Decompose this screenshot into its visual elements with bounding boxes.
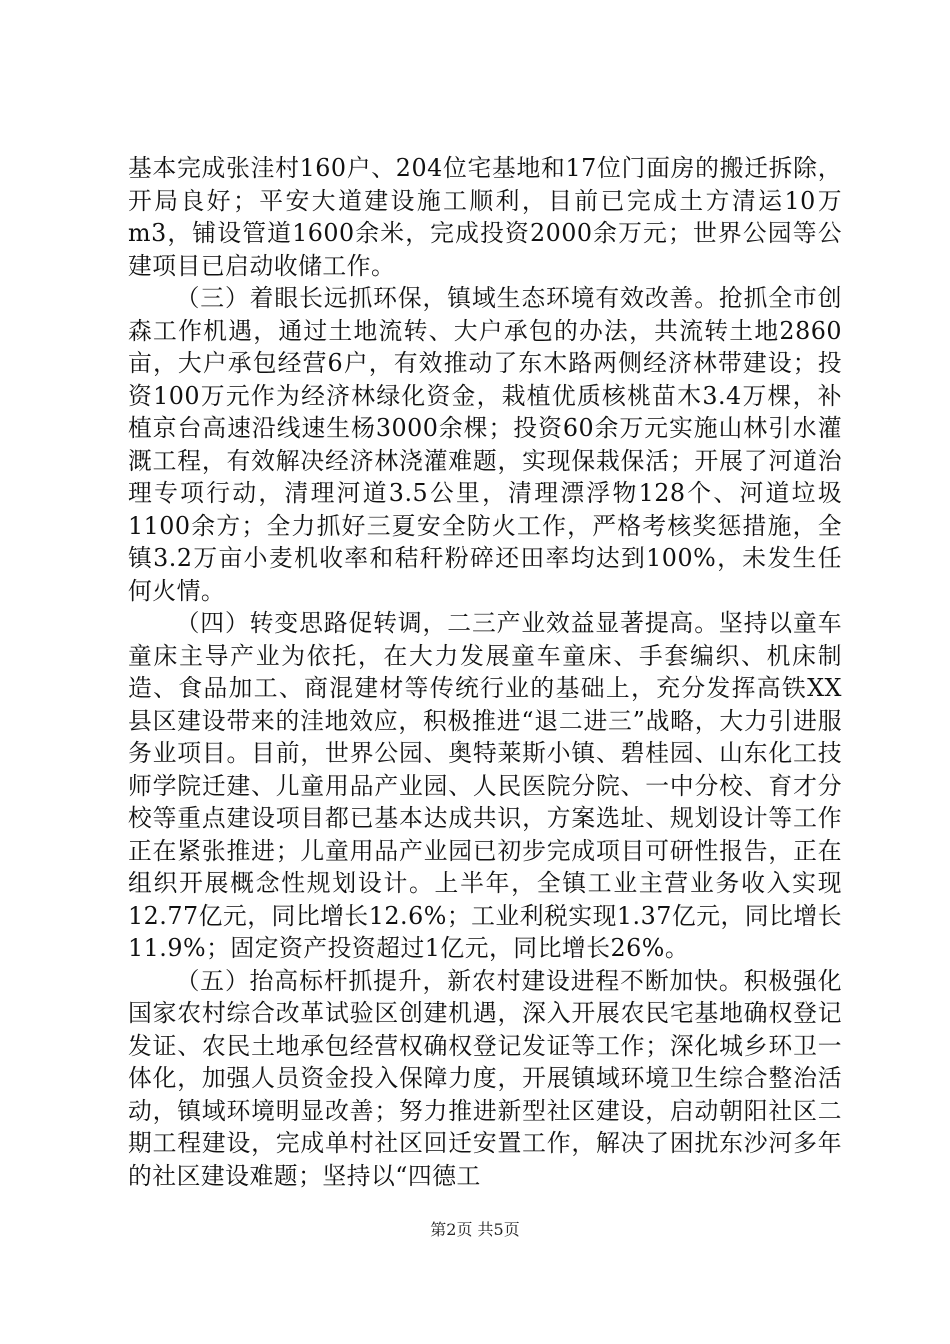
paragraph-section-three: （三）着眼长远抓环保，镇域生态环境有效改善。抢抓全市创森工作机遇，通过土地流转、大户承包的办法，共流转土地2860亩，大户承包经营6户，有效推动了东木路两侧经济林带建设；投资100万元作为经济林绿化资金，栽植优质核桃苗木3.4万棵，补植京台高速沿线速生杨3000余棵；投资60余万元实施山林引水灌溉工程，有效解决经济林浇灌难题，实现保栽保活；开展了河道治理专项行动，清理河道3.5公里，清理漂浮物128个、河道垃圾1100余方；全力抓好三夏安全防火工作，严格考核奖惩措施，全镇3.2万亩小麦机收率和秸秆粉碎还田率均达到100%，未发生任何火情。 bbox=[128, 284, 842, 605]
document-body bbox=[128, 152, 842, 1192]
page-number-footer: 第2页 共5页 bbox=[430, 1220, 520, 1239]
paragraph-continuation: 基本完成张洼村160户、204位宅基地和17位门面房的搬迁拆除，开局良好；平安大道建设施工顺利，目前已完成土方清运10万m3，铺设管道1600余米，完成投资2000余万元；世界公园等公建项目已启动收储工作。 bbox=[128, 154, 842, 280]
paragraph-section-five: （五）抬高标杆抓提升，新农村建设进程不断加快。积极强化国家农村综合改革试验区创建机遇，深入开展农民宅基地确权登记发证、农民土地承包经营权确权登记发证等工作；深化城乡环卫一体化，加强人员资金投入保障力度，开展镇域环境卫生综合整治活动，镇域环境明显改善；努力推进新型社区建设，启动朝阳社区二期工程建设，完成单村社区回迁安置工作，解决了困扰东沙河多年的社区建设难题；坚持以“四德工 bbox=[128, 966, 842, 1190]
paragraph-section-four: （四）转变思路促转调，二三产业效益显著提高。坚持以童车童床主导产业为依托，在大力发展童车童床、手套编织、机床制造、食品加工、商混建材等传统行业的基础上，充分发挥高铁XX县区建设带来的洼地效应，积极推进“退二进三”战略，大力引进服务业项目。目前，世界公园、奥特莱斯小镇、碧桂园、山东化工技师学院迁建、儿童用品产业园、人民医院分院、一中分校、育才分校等重点建设项目都已基本达成共识，方案选址、规划设计等工作正在紧张推进；儿童用品产业园已初步完成项目可研性报告，正在组织开展概念性规划设计。上半年，全镇工业主营业务收入实现12.77亿元，同比增长12.6%；工业利税实现1.37亿元，同比增长11.9%；固定资产投资超过1亿元，同比增长26%。 bbox=[128, 609, 842, 962]
